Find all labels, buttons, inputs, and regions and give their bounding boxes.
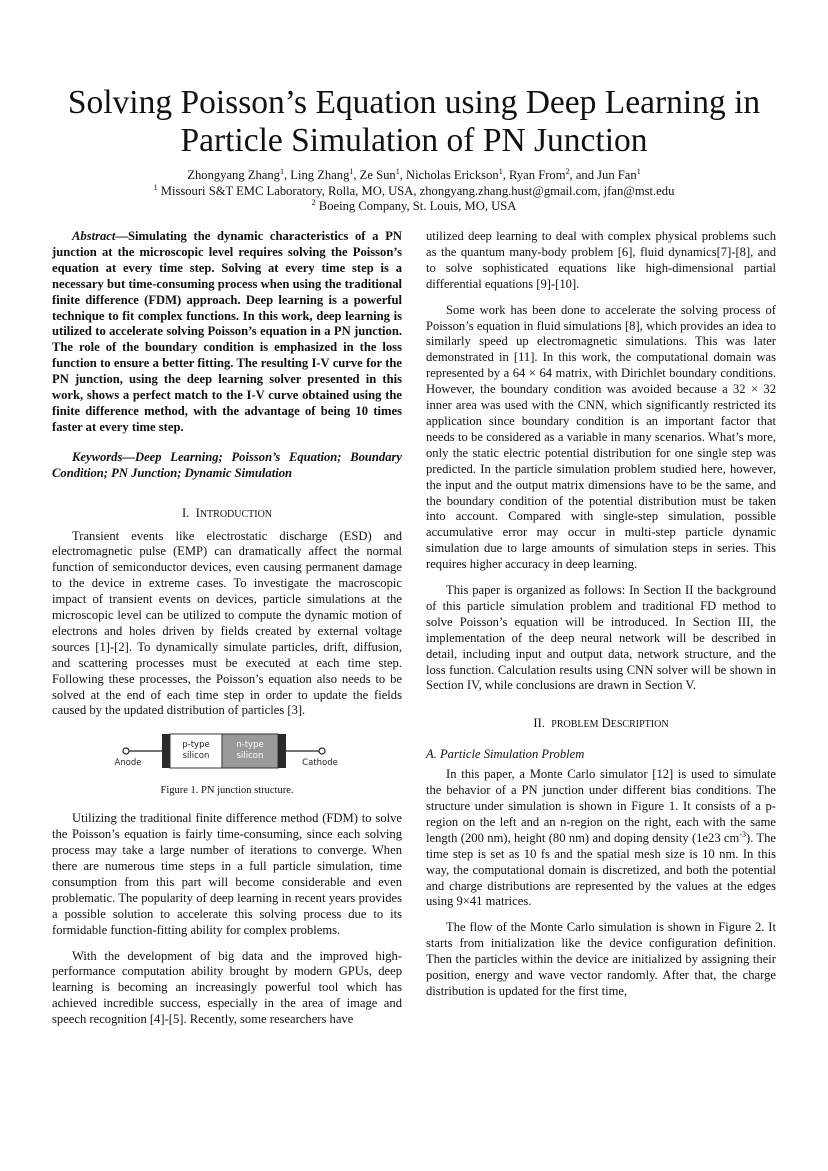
paragraph: In this paper, a Monte Carlo simulator [12] is used to simulate the behavior of a PN junction under different bias conditions. The structure under simulation is shown in Figure 1. It consists of a p-region on the left and an n-region on the right, each with the same length (200 nm), height (80 nm) and doping density (1e23 $cm^{-3}$). The time step is set as 10 fs and the spatial mesh size is 10 nm. In this way, the computational domain is discretized, and both the potential and charge distributions are represented by the values at the edges using 9×41 matrices. bbox=[426, 767, 777, 909]
affiliation-2: $^2$ Boeing Company, St. Louis, MO, USA bbox=[311, 198, 517, 213]
p-label-line-1: p-type bbox=[182, 740, 210, 751]
left-column bbox=[52, 229, 402, 1038]
paragraph: This paper is organized as follows: In Section II the background of this particle simulation problem and traditional FD method to solve Poisson’s equation will be introduced. In Section III, the implementation of the deep neural network will be described in detail, including input and output data, network structure, and the loss function. Calculation results using CNN solver will be shown in Section IV, while conclusions are drawn in Section V. bbox=[426, 583, 776, 693]
anode-contact bbox=[162, 734, 170, 768]
figure-caption: Figure 1. PN junction structure. bbox=[160, 785, 294, 797]
author-affiliation-mark: 2 bbox=[565, 167, 570, 176]
paragraph: The flow of the Monte Carlo simulation is shown in Figure 2. It starts from initialization like the device configuration definition. Then the particles within the device are initialized by assigning their position, energy and wave vector randomly. After that, the charge distribution is updated for the first time, bbox=[426, 920, 776, 998]
title-line-2: Particle Simulation of PN Junction bbox=[180, 122, 648, 159]
n-label-line-2: silicon bbox=[236, 751, 264, 762]
keywords: Keywords—Deep Learning; Poisson’s Equation; Boundary Condition; PN Junction; Dynamic Simulation bbox=[52, 449, 402, 480]
author-affiliation-mark: 1 bbox=[395, 167, 400, 176]
paragraph: Utilizing the traditional finite difference method (FDM) to solve the Poisson’s equation is fairly time-consuming, since each solving process may take a large number of iterations to converge. When there are numerous time steps in a full particle simulation, time consumption from this part will become considerable and even problematic. The popularity of deep learning in recent years provides a possible solution to accelerate this solving process due to its formidable function-fitting ability for complex problems. bbox=[52, 811, 402, 937]
author: Jun Fan bbox=[597, 168, 637, 182]
author-affiliation-mark: 1 bbox=[279, 167, 284, 176]
author: Zhongyang Zhang bbox=[187, 168, 280, 182]
cathode-terminal bbox=[319, 748, 325, 754]
pn-junction-diagram bbox=[52, 729, 402, 777]
paragraph: Transient events like electrostatic discharge (ESD) and electromagnetic pulse (EMP) can dramatically affect the normal function of semiconductor devices, even causing permanent damage to the device in extreme cases. To investigate the macroscopic impact of transient events on devices, particle simulations at the microscopic level can be utilized to compute the dynamic motion of electrons and holes driven by fields created by external voltage sources [1]-[2]. To dynamically simulate particles, drift, diffusion, and scattering processes must be executed at each time step. Following these processes, the Poisson’s equation also needs to be solved at the end of each time step in order to update the fields caused by the updated distribution of particles [3]. bbox=[52, 528, 402, 718]
author-list: Zhongyang Zhang$^1$, Ling Zhang$^1$, Ze Sun$^1$, Nicholas Erickson$^1$, Ryan From$^2$, and Jun Fan$^1$ bbox=[187, 167, 641, 182]
author: Ling Zhang bbox=[290, 168, 350, 182]
paper-title bbox=[40, 84, 788, 160]
section-heading-introduction: I. INTRODUCTION bbox=[181, 505, 273, 520]
n-label-line-1: n-type bbox=[236, 740, 264, 751]
anode-label: Anode bbox=[114, 758, 142, 769]
author-affiliation-mark: 1 bbox=[498, 167, 503, 176]
affiliation-1: $^1$ Missouri S&T EMC Laboratory, Rolla, MO, USA, zhongyang.zhang.hust@gmail.com, jfan@mst.edu bbox=[153, 182, 675, 198]
author-affiliation-mark: 1 bbox=[349, 167, 354, 176]
abstract bbox=[52, 229, 402, 436]
author: Nicholas Erickson bbox=[406, 168, 499, 182]
author-block bbox=[40, 168, 788, 215]
figure-pn-junction bbox=[52, 729, 402, 777]
anode-terminal bbox=[123, 748, 129, 754]
section-heading-problem-description: II. PROBLEM DESCRIPTION bbox=[533, 716, 669, 731]
paragraph: Some work has been done to accelerate the solving process of Poisson’s equation in fluid simulations [8], which provides an idea to similarly speed up electromagnetic simulations. This was later demonstrated in [11]. In this work, the computational domain was represented by a 64 × 64 matrix, with Dirichlet boundary conditions. However, the boundary condition was avoided because a 32 × 32 inner area was used with the CNN, which significantly restricted its application since boundary condition is an important factor that needs to be considered as a variable in many scenarios. What’s more, only the static electric potential distribution for one single step was predicted. In the particle simulation problem studied here, however, the input and the output matrix dimensions have to be the same, and the boundary condition of the potential distribution must be taken into account. Compared with single-step simulation, possible accumulative error may occur in multi-step particle dynamic simulation due to large amounts of simulation steps in series. This requires higher accuracy in deep learning. bbox=[426, 302, 776, 572]
paragraph: With the development of big data and the improved high-performance computation ability brought by modern GPUs, deep learning is becoming an increasingly powerful tool which has achieved incredible success, especially in the area of image and speech recognition [4]-[5]. Recently, some researchers have bbox=[52, 948, 402, 1027]
author-affiliation-mark: 1 bbox=[636, 167, 641, 176]
cathode-contact bbox=[278, 734, 286, 768]
cathode-label: Cathode bbox=[302, 758, 338, 769]
paragraph: utilized deep learning to deal with complex physical problems such as the quantum many-body problem [6], fluid dynamics[7]-[8], and to solve sophisticated equations like high-dimensional partial differential equations [9]-[10]. bbox=[426, 229, 776, 291]
abstract-text: —Simulating the dynamic characteristics of a PN junction at the microscopic level requires solving the Poisson’s equation at every time step. Solving at every time step is a necessary but time-consuming process when using the traditional finite difference (FDM) approach. Deep learning is a powerful technique to fit complex functions. In this work, deep learning is utilized to accelerate solving Poisson’s equation in a PN junction. The role of the boundary condition is emphasized in the loss function to ensure a better fitting. The resulting I-V curve for the PN junction, using the deep learning solver presented in this work, shows a perfect match to the I-V curve obtained using the finite difference method, with the advantage of being 10 times faster at every time step. bbox=[52, 229, 402, 434]
subsection-heading: A. Particle Simulation Problem bbox=[426, 747, 585, 762]
author: Ryan From bbox=[508, 168, 566, 182]
p-label-line-2: silicon bbox=[182, 751, 210, 762]
abstract-lead: Abstract bbox=[72, 229, 116, 243]
title-line-1: Solving Poisson’s Equation using Deep Learning in bbox=[67, 84, 761, 121]
author: Ze Sun bbox=[359, 168, 396, 182]
right-column bbox=[426, 229, 776, 1010]
